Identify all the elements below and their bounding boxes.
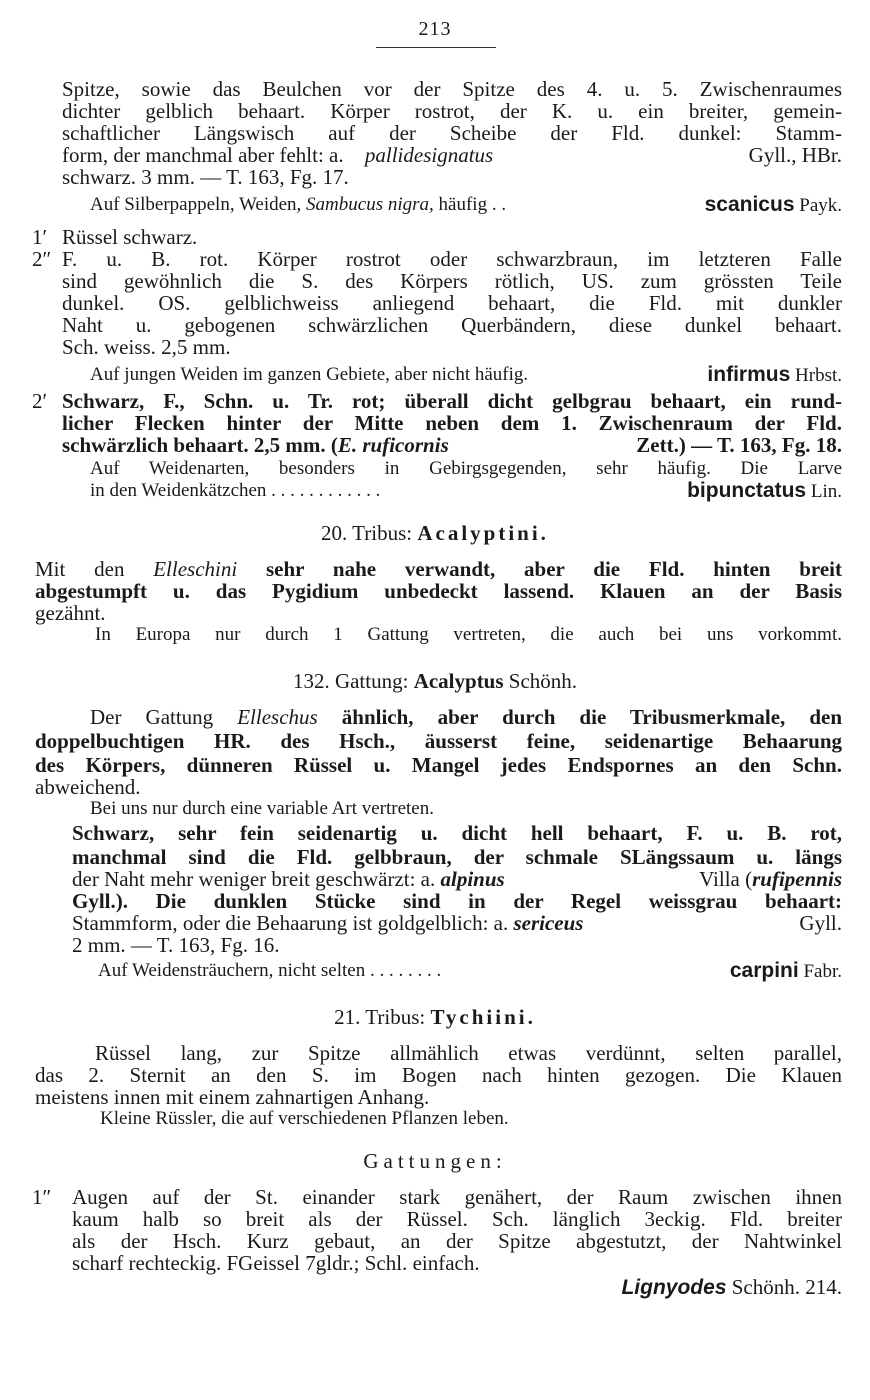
- habitat-line: [90, 480, 842, 503]
- text-line: Gyll.). Die dunklen Stücke sind in der Regel weissgrau behaart:: [72, 889, 842, 913]
- text-line: doppelbuchtigen HR. des Hsch., äusserst feine, seidenartige Behaarung: [35, 729, 842, 753]
- genus-label: 132. Gattung:: [292, 669, 409, 693]
- text-line: sind gewöhnlich die S. des Körpers rötlich, US. zum grössten Teile: [62, 269, 842, 293]
- key-number: 1″: [32, 1185, 52, 1209]
- text-line: abgestumpft u. das Pygidium unbedeckt lassend. Klauen an der Basis: [35, 579, 842, 603]
- species-author: Fabr.: [803, 961, 842, 982]
- text-line: des Körpers, dünneren Rüssel u. Mangel jedes Endspornes an den Schn.: [35, 753, 842, 777]
- tribus-name: Tychiini.: [430, 1005, 536, 1029]
- text-line: Naht u. gebogenen schwärzlichen Querbändern, diese dunkel behaart.: [62, 313, 842, 337]
- text-span: Stammform, oder die Behaarung ist goldgelblich: a.: [72, 911, 509, 935]
- key-number: 2′: [32, 389, 48, 413]
- gattungen-heading: Gattungen:: [363, 1149, 507, 1173]
- text-line: [62, 434, 842, 456]
- text-span: Gyll.: [799, 911, 842, 935]
- text-line: abweichend.: [35, 775, 141, 799]
- text-line: meistens innen mit einem zahnartigen Anhang.: [35, 1085, 430, 1109]
- text-span: ähnlich, aber durch die Tribusmerkmale, den: [341, 705, 842, 729]
- text-line: Spitze, sowie das Beulchen vor der Spitze des 4. u. 5. Zwischenraumes: [62, 77, 842, 101]
- tribus-label: 21. Tribus:: [334, 1005, 426, 1029]
- species-author: Payk.: [799, 195, 842, 216]
- text-line: als der Hsch. Kurz gebaut, an der Spitze abgestutzt, der Nahtwinkel: [72, 1229, 842, 1253]
- key-number: 2″: [32, 247, 52, 271]
- species-name: infirmus: [707, 363, 791, 386]
- genus-reference-line: [72, 1276, 842, 1299]
- note-line: Kleine Rüssler, die auf verschiedenen Pflanzen leben.: [100, 1108, 509, 1129]
- habitat-text: Auf jungen Weiden im ganzen Gebiete, aber nicht häufig.: [90, 364, 529, 385]
- habitat-line: [90, 364, 842, 387]
- habitat-italic: Sambucus nigra,: [306, 194, 434, 215]
- text-line: [72, 912, 842, 934]
- genus-name-italic: Elleschus: [237, 705, 318, 729]
- genus-author: Schönh. 214.: [731, 1275, 842, 1299]
- text-line: kaum halb so breit als der Rüssel. Sch. länglich 3eckig. Fld. breiter: [72, 1207, 842, 1231]
- habitat-text: Auf Weidensträuchern, nicht selten . . . . . . . .: [98, 960, 442, 981]
- text-span: Villa (: [699, 867, 753, 891]
- tribus-name: Acalyptini.: [417, 521, 549, 545]
- text-line: schaftlicher Längswisch auf der Scheibe der Fld. dunkel: Stamm-: [62, 121, 842, 145]
- text-line: Sch. weiss. 2,5 mm.: [62, 335, 231, 359]
- text-line: dunkel. OS. gelblichweiss anliegend behaart, die Fld. mit dunkler: [62, 291, 842, 315]
- species-name-italic: pallidesignatus: [364, 143, 494, 167]
- header-rule: [376, 47, 496, 48]
- text-line: Rüssel schwarz.: [62, 225, 198, 249]
- species-name-italic: E. ruficornis: [337, 433, 449, 457]
- species-name: scanicus: [704, 193, 795, 216]
- text-span: Der Gattung: [90, 705, 214, 729]
- species-author: Lin.: [810, 481, 842, 502]
- species-name-italic: alpinus: [440, 867, 505, 891]
- text-line: manchmal sind die Fld. gelbbraun, der schmale SLängssaum u. längs: [72, 845, 842, 869]
- genus-author: Schönh.: [508, 669, 578, 693]
- species-name: bipunctatus: [687, 479, 807, 502]
- species-name-italic: rufipennis: [752, 867, 842, 891]
- note-line: Bei uns nur durch eine variable Art vertreten.: [90, 798, 434, 819]
- text-line: 2 mm. — T. 163, Fg. 16.: [72, 933, 280, 957]
- genus-name: Lignyodes: [621, 1276, 727, 1299]
- key-number: 1′: [32, 225, 48, 249]
- habitat-text: häufig . .: [438, 194, 507, 215]
- tribus-heading: [0, 522, 870, 544]
- species-author: Hrbst.: [795, 365, 842, 386]
- genus-name-italic: Elleschini: [153, 557, 238, 581]
- habitat-line: [98, 960, 842, 983]
- text-line: [90, 706, 842, 728]
- text-line: das 2. Sternit an den S. im Bogen nach hinten gezogen. Die Klauen: [35, 1063, 842, 1087]
- habitat-line: Auf Weidenarten, besonders in Gebirgsgegenden, sehr häufig. Die Larve: [90, 458, 842, 479]
- text-span: schwärzlich behaart. 2,5 mm. (: [62, 433, 338, 457]
- text-line: F. u. B. rot. Körper rostrot oder schwarzbraun, im letzteren Falle: [62, 247, 842, 271]
- text-line: [35, 558, 842, 580]
- text-line: [62, 144, 842, 166]
- note-line: In Europa nur durch 1 Gattung vertreten, die auch bei uns vorkommt.: [95, 624, 842, 645]
- genus-heading: [0, 670, 870, 692]
- text-span: Zett.) — T. 163, Fg. 18.: [636, 433, 842, 457]
- habitat-text: in den Weidenkätzchen . . . . . . . . . . . .: [90, 480, 381, 501]
- text-line: Augen auf der St. einander stark genähert, der Raum zwischen ihnen: [72, 1185, 842, 1209]
- genus-name: Acalyptus: [413, 669, 504, 693]
- tribus-label: 20. Tribus:: [321, 521, 413, 545]
- habitat-text: Auf Silberpappeln, Weiden,: [90, 194, 302, 215]
- species-name-italic: sericeus: [513, 911, 584, 935]
- text-line: dichter gelblich behaart. Körper rostrot, der K. u. ein breiter, gemein-: [62, 99, 842, 123]
- text-line: Schwarz, F., Schn. u. Tr. rot; überall dicht gelbgrau behaart, ein rund-: [62, 389, 842, 413]
- text-line: Rüssel lang, zur Spitze allmählich etwas verdünnt, selten parallel,: [95, 1041, 842, 1065]
- text-span: der Naht mehr weniger breit geschwärzt: a.: [72, 867, 436, 891]
- habitat-line: [90, 194, 842, 217]
- text-span: Mit den: [35, 557, 125, 581]
- text-line: schwarz. 3 mm. — T. 163, Fg. 17.: [62, 165, 349, 189]
- page-number: 213: [418, 18, 452, 40]
- text-line: Schwarz, sehr fein seidenartig u. dicht hell behaart, F. u. B. rot,: [72, 821, 842, 845]
- text-span: form, der manchmal aber fehlt: a.: [62, 143, 344, 167]
- tribus-heading: [0, 1006, 870, 1028]
- species-name: carpini: [729, 959, 799, 982]
- text-line: [72, 868, 842, 890]
- text-span: sehr nahe verwandt, aber die Fld. hinten breit: [266, 557, 842, 581]
- text-span: Gyll., HBr.: [748, 143, 842, 167]
- text-line: licher Flecken hinter der Mitte neben dem 1. Zwischenraum der Fld.: [62, 411, 842, 435]
- text-line: gezähnt.: [35, 601, 106, 625]
- text-line: scharf rechteckig. FGeissel 7gldr.; Schl. einfach.: [72, 1251, 480, 1275]
